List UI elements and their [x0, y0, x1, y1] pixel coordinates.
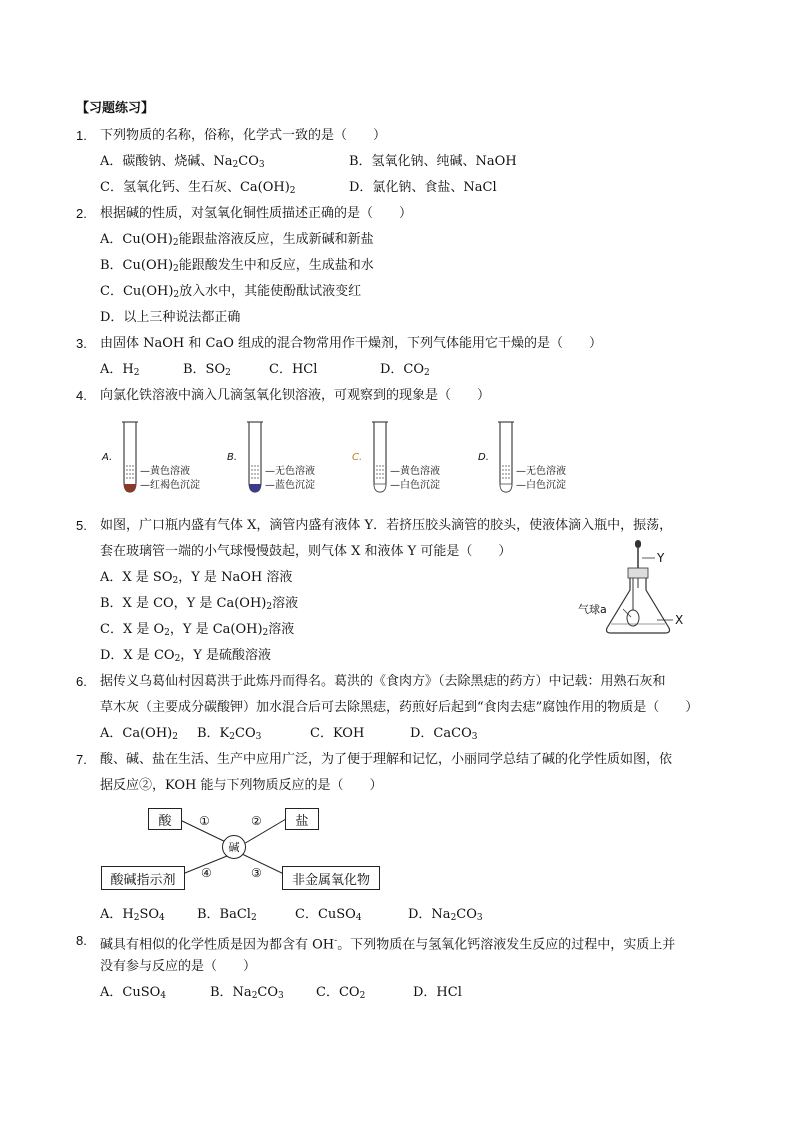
q7-stem-line1: 酸、碱、盐在生活、生产中应用广泛，为了便于理解和记忆，小丽同学总结了碱的化学性质如图，依 — [100, 752, 673, 767]
diagram-salt-box: 盐 — [285, 808, 319, 830]
q3-option-b: B．$SO_2$ — [183, 362, 231, 378]
tube-c-bottom-label: —白色沉淀 — [390, 480, 440, 491]
q7-option-b: B．BaCl$_2$ — [197, 907, 257, 923]
q6-option-a: A．$Ca(OH)_2$ — [100, 726, 178, 742]
tube-c-top-label: —黄色溶液 — [390, 466, 440, 477]
q6-stem-line2: 草木灰（主要成分碳酸钾）加水混合后可去除黑痣，药煎好后起到“食肉去痣”腐蚀作用的物质是（ ） — [100, 700, 699, 715]
q6-stem-line1: 据传义乌葛仙村因葛洪于此炼丹而得名。葛洪的《食肉方》（去除黑痣的药方）中记载：用熟石灰和 — [100, 674, 666, 689]
section-title: 【习题练习】 — [76, 101, 155, 116]
q2-number: 2. — [76, 206, 87, 221]
tube-d-letter: D. — [478, 452, 489, 463]
q8-option-c: C．$CO_2$ — [316, 985, 366, 1001]
diagram-acid-box: 酸 — [148, 808, 182, 830]
q5-option-c: C．X 是 $O_2$，Y 是 $Ca(OH)_2$溶液 — [100, 622, 295, 638]
q5-stem-line2: 套在玻璃管一端的小气球慢慢鼓起，则气体 X 和液体 Y 可能是（ ） — [100, 544, 512, 559]
tube-d-top-label: —无色溶液 — [516, 466, 566, 477]
q2-option-c: C．$Cu(OH)_2$放入水中，其能使酚酞试液变红 — [100, 284, 362, 300]
tube-a-top-label: —黄色溶液 — [140, 466, 190, 477]
q5-option-b: B．X 是 CO，Y 是 $Ca(OH)_2$溶液 — [100, 596, 299, 612]
q8-option-d: D．HCl — [413, 985, 462, 1000]
tube-b-letter: B. — [227, 452, 238, 463]
q5-option-d: D．X 是 $CO_2$，Y 是硫酸溶液 — [100, 648, 272, 664]
q3-stem: 由固体 NaOH 和 CaO 组成的混合物常用作干燥剂，下列气体能用它干燥的是（ ） — [100, 336, 603, 351]
flask-label-balloon: 气球a — [578, 603, 607, 616]
q2-option-d: D．以上三种说法都正确 — [100, 310, 241, 325]
tube-d-bottom-label: —白色沉淀 — [516, 480, 566, 491]
q3-option-c: C．HCl — [269, 362, 318, 377]
q8-stem-line1: 碱具有相似的化学性质是因为都含有 OH-。下列物质在与氢氧化钙溶液发生反应的过程中，实质上并 — [100, 936, 676, 953]
diagram-num-3: ③ — [251, 866, 262, 880]
q8-option-a: A．CuSO$_4$ — [100, 985, 167, 1001]
diagram-oxide-box: 非金属氧化物 — [282, 866, 380, 890]
q7-stem-line2: 据反应②，KOH 能与下列物质反应的是（ ） — [100, 778, 383, 793]
q3-option-d: D．$CO_2$ — [380, 362, 430, 378]
q3-number: 3. — [76, 336, 87, 351]
diagram-num-1: ① — [199, 814, 210, 828]
q1-option-b: B．氢氧化钠、纯碱、NaOH — [349, 154, 517, 169]
diagram-num-2: ② — [251, 814, 262, 828]
q6-option-b: B．$K_2CO_3$ — [197, 726, 262, 742]
diagram-indicator-box: 酸碱指示剂 — [101, 866, 185, 890]
q3-option-a: A．$H_2$ — [100, 362, 140, 378]
q5-number: 5. — [76, 518, 87, 533]
q2-option-a: A．$Cu(OH)_2$能跟盐溶液反应，生成新碱和新盐 — [100, 232, 374, 248]
q7-option-c: C．CuSO$_4$ — [295, 907, 362, 923]
q6-number: 6. — [76, 674, 87, 689]
q4-stem: 向氯化铁溶液中滴入几滴氢氧化钡溶液，可观察到的现象是（ ） — [100, 388, 491, 403]
tube-b-top-label: —无色溶液 — [265, 466, 315, 477]
q6-option-d: D．CaCO$_3$ — [410, 726, 478, 742]
q2-option-b: B．$Cu(OH)_2$能跟酸发生中和反应，生成盐和水 — [100, 258, 374, 274]
q1-stem: 下列物质的名称，俗称，化学式一致的是（ ） — [100, 128, 387, 143]
q4-number: 4. — [76, 388, 87, 403]
flask-apparatus-icon — [595, 538, 705, 638]
q6-option-c: C．KOH — [310, 726, 365, 741]
diagram-base-node: 碱 — [222, 835, 246, 859]
q1-option-d: D．氯化钠、食盐、NaCl — [349, 180, 497, 195]
q5-stem-line1: 如图，广口瓶内盛有气体 X，滴管内盛有液体 Y．若挤压胶头滴管的胶头，使液体滴入瓶中，振荡， — [100, 518, 673, 533]
q2-stem: 根据碱的性质，对氢氧化铜性质描述正确的是（ ） — [100, 206, 413, 221]
tube-a-bottom-label: —红褐色沉淀 — [140, 480, 200, 491]
q8-option-b: B．$Na_2CO_3$ — [210, 985, 284, 1001]
tube-c-letter: C. — [352, 452, 363, 463]
tube-a-letter: A. — [102, 452, 113, 463]
q7-number: 7. — [76, 752, 87, 767]
q8-number: 8. — [76, 933, 87, 948]
q1-option-c: C．氢氧化钙、生石灰、$Ca(OH)_2$ — [100, 180, 296, 196]
tube-b-bottom-label: —蓝色沉淀 — [265, 480, 315, 491]
flask-label-y: Y — [657, 551, 665, 565]
q1-option-a: A．碳酸钠、烧碱、$Na_2CO_3$ — [100, 154, 265, 170]
q7-option-a: A．$H_2SO_4$ — [100, 907, 165, 923]
q8-stem-line2: 没有参与反应的是（ ） — [100, 959, 257, 974]
flask-label-x: X — [675, 613, 684, 627]
q1-number: 1. — [76, 128, 87, 143]
q5-option-a: A．X 是 $SO_2$，Y 是 NaOH 溶液 — [100, 570, 293, 586]
diagram-num-4: ④ — [201, 866, 212, 880]
q7-option-d: D．$Na_2CO_3$ — [408, 907, 483, 923]
